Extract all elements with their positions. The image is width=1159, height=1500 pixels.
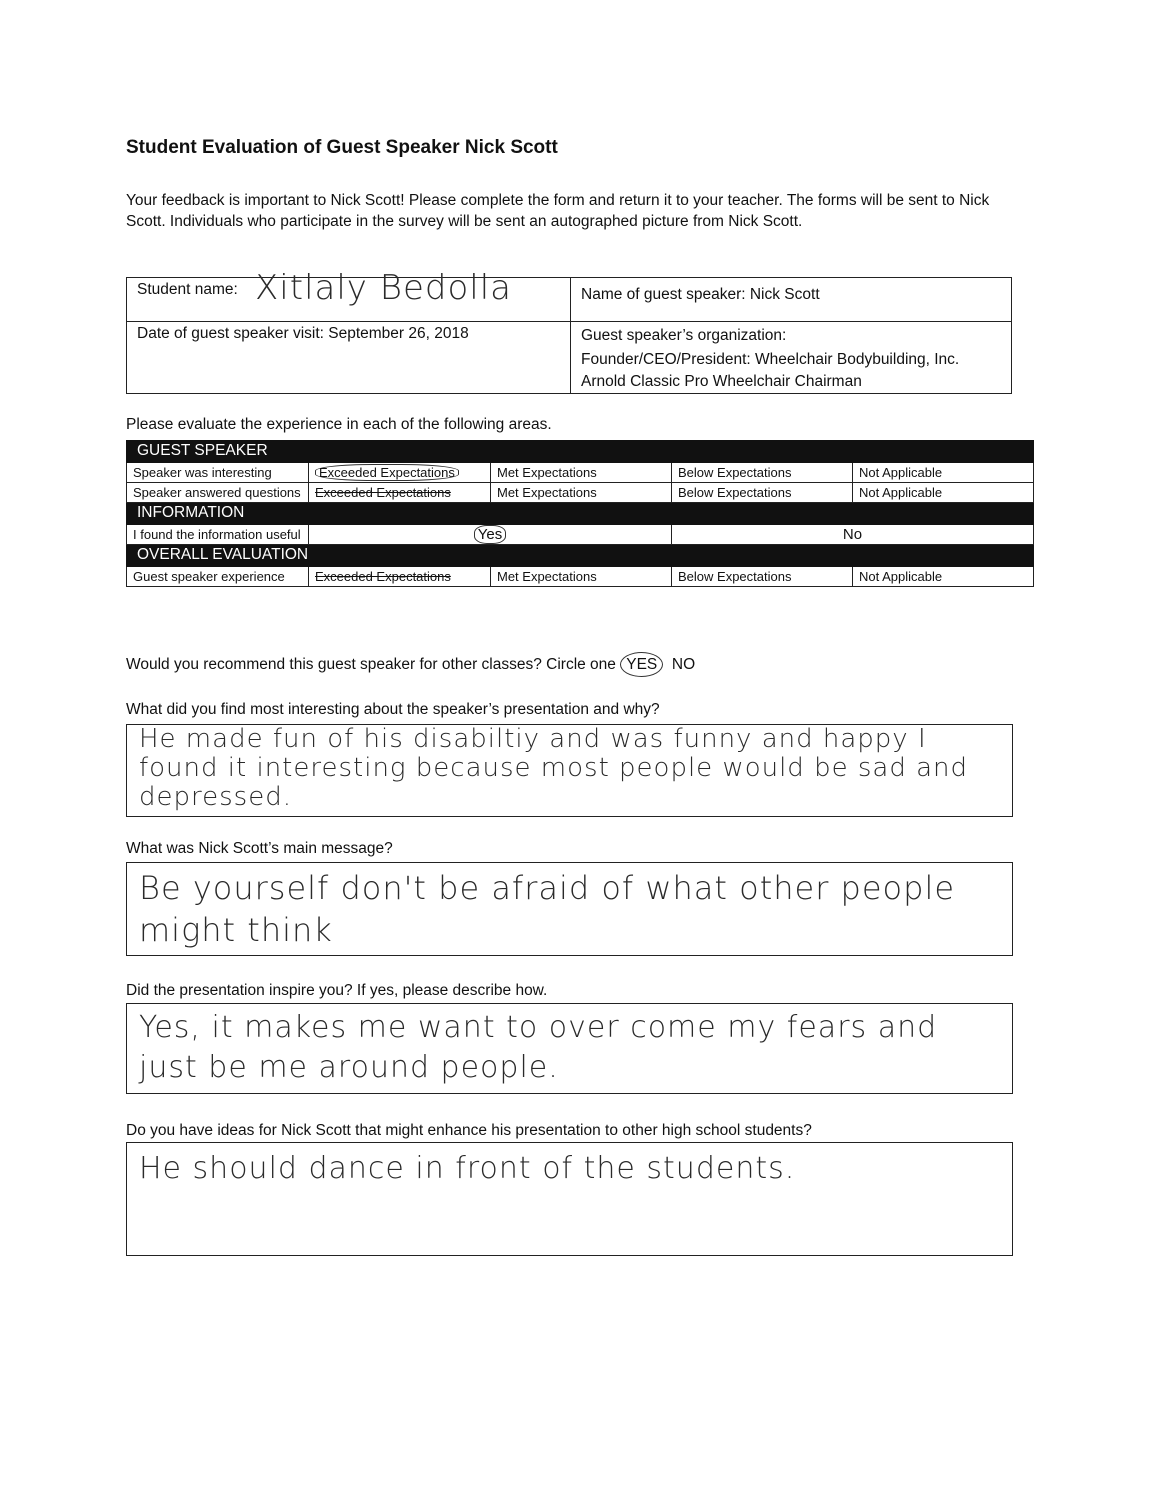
answer-4: He should dance in front of the students. [139,1151,796,1186]
info-box [126,268,1012,394]
option-exceeded[interactable]: Exceeded Expectations [309,463,491,483]
option-met[interactable]: Met Expectations [491,567,672,587]
recommend-no[interactable]: NO [671,656,696,673]
row-label: Guest speaker experience [127,567,309,587]
recommend-yes[interactable]: YES [620,652,663,677]
option-yes[interactable]: Yes [309,525,672,545]
section-information: INFORMATION [127,503,1034,525]
row-label: I found the information useful [127,525,309,545]
intro-text: Your feedback is important to Nick Scott! Please complete the form and return it to your teacher. The forms will be sent to Nick Scott. Individuals who participate in the survey will be sent an autographed picture from Nick Scott. [126,192,990,230]
organization-line-1: Founder/CEO/President: Wheelchair Bodybuilding, Inc. [581,351,960,368]
option-below[interactable]: Below Expectations [672,567,853,587]
row-label: Speaker was interesting [127,463,309,483]
question-2: What was Nick Scott’s main message? [126,840,393,857]
evaluation-heading: Please evaluate the experience in each of the following areas. [126,416,552,433]
option-not-applicable[interactable]: Not Applicable [853,463,1034,483]
organization-label: Guest speaker’s organization: [581,327,787,344]
section-guest-speaker: GUEST SPEAKER [127,441,1034,463]
option-met[interactable]: Met Expectations [491,463,672,483]
section-overall: OVERALL EVALUATION [127,545,1034,567]
answer-box-1[interactable] [126,724,1013,817]
question-1: What did you find most interesting about the speaker’s presentation and why? [126,701,660,718]
option-met[interactable]: Met Expectations [491,483,672,503]
option-exceeded[interactable]: Exceeded Expectations [309,483,491,503]
answer-box-3[interactable] [126,1003,1013,1094]
table-row [127,567,1034,587]
evaluation-table [126,440,1034,587]
student-name-label: Student name: [137,281,238,298]
speaker-name-label: Name of guest speaker: Nick Scott [581,286,820,303]
student-name-value[interactable]: Xitlaly Bedolla [255,268,513,308]
answer-1: He made fun of his disabiltiy and was funny and happy I found it interesting because most people would be sad and depressed. [139,724,969,812]
question-3: Did the presentation inspire you? If yes, please describe how. [126,982,548,999]
visit-date-label: Date of guest speaker visit: September 26, 2018 [137,325,469,342]
page-title: Student Evaluation of Guest Speaker Nick Scott [126,137,558,158]
option-exceeded[interactable]: Exceeded Expectations [309,567,491,587]
question-4: Do you have ideas for Nick Scott that might enhance his presentation to other high school students? [126,1122,812,1139]
option-below[interactable]: Below Expectations [672,483,853,503]
option-not-applicable[interactable]: Not Applicable [853,567,1034,587]
answer-box-2[interactable] [126,862,1013,956]
table-row [127,463,1034,483]
table-row [127,483,1034,503]
answer-2: Be yourself don't be afraid of what other people might think [139,869,956,949]
option-not-applicable[interactable]: Not Applicable [853,483,1034,503]
organization-line-2: Arnold Classic Pro Wheelchair Chairman [581,373,862,390]
option-no[interactable]: No [672,525,1034,545]
recommend-question: Would you recommend this guest speaker for other classes? Circle one YES NO [126,656,695,674]
option-below[interactable]: Below Expectations [672,463,853,483]
answer-3: Yes, it makes me want to over come my fears and just be me around people. [139,1010,938,1085]
row-label: Speaker answered questions [127,483,309,503]
table-row [127,525,1034,545]
answer-box-4[interactable] [126,1142,1013,1256]
